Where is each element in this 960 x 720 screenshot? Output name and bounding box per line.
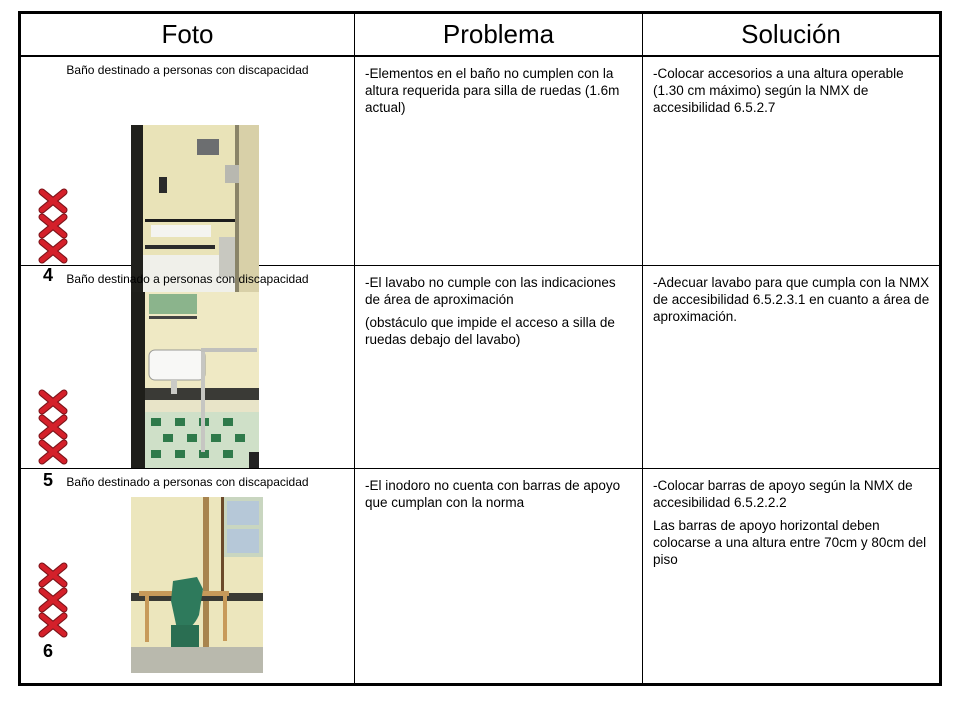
problem-text: -Elementos en el baño no cumplen con la altura requerida para silla de ruedas (1.6m actual) [365, 66, 620, 115]
photo-label: Baño destinado a personas con discapacidad [66, 63, 309, 77]
photo-cell-6 [21, 469, 355, 683]
photo-number: 4 [43, 265, 54, 285]
header-problema: Problema [355, 14, 643, 57]
solution-cell-4 [643, 57, 939, 266]
photo-number: 5 [43, 470, 54, 490]
red-x-icon [39, 588, 67, 612]
photo-number: 6 [43, 641, 54, 661]
photo-label: Baño destinado a personas con discapacidad [66, 475, 309, 489]
header-solucion: Solución [643, 14, 939, 57]
problem-text: (obstáculo que impide el acceso a silla de ruedas debajo del lavabo) [365, 315, 615, 347]
photo-cell-4 [21, 57, 355, 285]
problem-cell-4 [355, 57, 643, 266]
problem-text: -El lavabo no cumple con las indicaciones de área de aproximación [365, 275, 616, 307]
solution-text: -Adecuar lavabo para que cumpla con la NMX de accesibilidad 6.5.2.3.1 en cuanto a área de aproximación. [653, 275, 930, 324]
solution-text: -Colocar barras de apoyo según la NMX de accesibilidad 6.5.2.2.2 [653, 478, 913, 510]
red-x-icon [39, 563, 67, 587]
problem-text: -El inodoro no cuenta con barras de apoyo que cumplan con la norma [365, 478, 621, 510]
problem-cell-6 [355, 469, 643, 683]
photo-cell-5 [21, 266, 355, 490]
mark-group [39, 563, 67, 638]
solution-cell-6 [643, 469, 939, 683]
mark-group [39, 189, 67, 264]
mark-group [39, 390, 67, 465]
photo-sink [131, 292, 259, 468]
red-x-icon [39, 390, 67, 414]
red-x-icon [39, 613, 67, 637]
photo-toilet [131, 497, 263, 673]
red-x-icon [39, 214, 67, 238]
accessibility-table [18, 11, 942, 686]
red-x-icon [39, 415, 67, 439]
red-x-icon [39, 239, 67, 263]
solution-text: Las barras de apoyo horizontal deben colocarse a una altura entre 70cm y 80cm del piso [653, 518, 927, 567]
solution-text: -Colocar accesorios a una altura operable (1.30 cm máximo) según la NMX de accesibilidad 6.5.2.7 [653, 66, 904, 115]
red-x-icon [39, 189, 67, 213]
photo-label: Baño destinado a personas con discapacidad [66, 272, 309, 286]
solution-cell-5 [643, 266, 939, 469]
header-foto: Foto [21, 14, 355, 57]
problem-cell-5 [355, 266, 643, 469]
red-x-icon [39, 440, 67, 464]
